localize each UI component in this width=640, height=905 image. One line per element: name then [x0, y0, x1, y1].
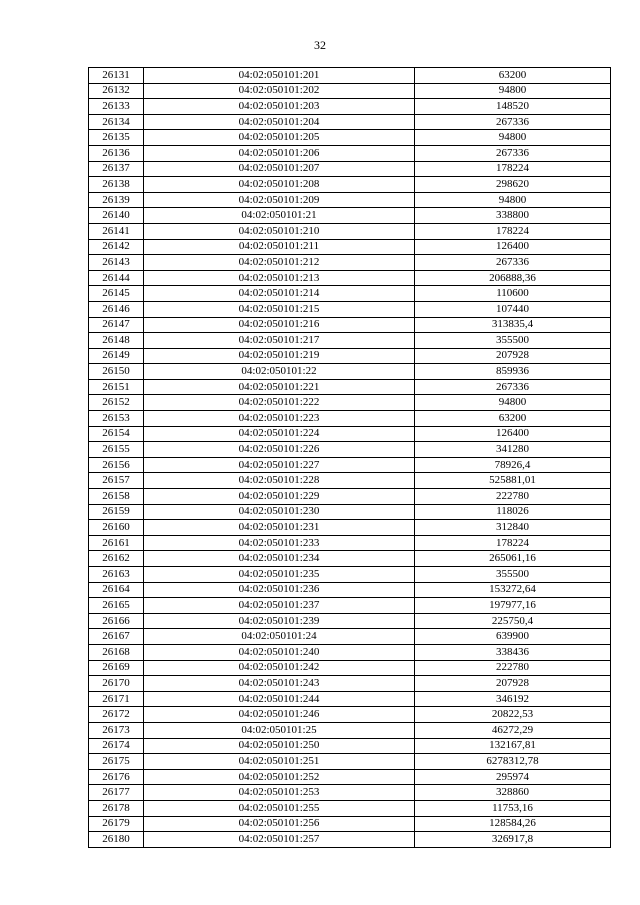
table-row — [89, 754, 611, 770]
cadastral-number-cell: 04:02:050101:213 — [144, 270, 415, 286]
table-row — [89, 832, 611, 848]
row-number-cell: 26150 — [89, 364, 144, 380]
value-cell: 267336 — [415, 379, 611, 395]
cadastral-number-cell: 04:02:050101:216 — [144, 317, 415, 333]
table-row — [89, 270, 611, 286]
row-number-cell: 26176 — [89, 769, 144, 785]
row-number-cell: 26153 — [89, 411, 144, 427]
row-number-cell: 26136 — [89, 145, 144, 161]
row-number-cell: 26141 — [89, 223, 144, 239]
cadastral-number-cell: 04:02:050101:237 — [144, 598, 415, 614]
table-row — [89, 145, 611, 161]
table-row — [89, 535, 611, 551]
table-row — [89, 348, 611, 364]
cadastral-number-cell: 04:02:050101:234 — [144, 551, 415, 567]
cadastral-number-cell: 04:02:050101:228 — [144, 473, 415, 489]
value-cell: 118026 — [415, 504, 611, 520]
table-row — [89, 722, 611, 738]
value-cell: 6278312,78 — [415, 754, 611, 770]
row-number-cell: 26155 — [89, 442, 144, 458]
table-row — [89, 411, 611, 427]
value-cell: 148520 — [415, 99, 611, 115]
value-cell: 132167,81 — [415, 738, 611, 754]
row-number-cell: 26175 — [89, 754, 144, 770]
table-row — [89, 286, 611, 302]
table-row — [89, 504, 611, 520]
cadastral-number-cell: 04:02:050101:230 — [144, 504, 415, 520]
value-cell: 94800 — [415, 130, 611, 146]
value-cell: 312840 — [415, 520, 611, 536]
table-row — [89, 660, 611, 676]
table-row — [89, 364, 611, 380]
table-row — [89, 644, 611, 660]
row-number-cell: 26148 — [89, 333, 144, 349]
cadastral-number-cell: 04:02:050101:219 — [144, 348, 415, 364]
table-row — [89, 426, 611, 442]
cadastral-number-cell: 04:02:050101:24 — [144, 629, 415, 645]
cadastral-number-cell: 04:02:050101:215 — [144, 301, 415, 317]
row-number-cell: 26134 — [89, 114, 144, 130]
value-cell: 63200 — [415, 68, 611, 84]
table-row — [89, 676, 611, 692]
cadastral-number-cell: 04:02:050101:236 — [144, 582, 415, 598]
cadastral-number-cell: 04:02:050101:208 — [144, 177, 415, 193]
table-row — [89, 83, 611, 99]
value-cell: 328860 — [415, 785, 611, 801]
value-cell: 295974 — [415, 769, 611, 785]
value-cell: 126400 — [415, 239, 611, 255]
cadastral-number-cell: 04:02:050101:226 — [144, 442, 415, 458]
cadastral-number-cell: 04:02:050101:235 — [144, 567, 415, 583]
row-number-cell: 26138 — [89, 177, 144, 193]
value-cell: 298620 — [415, 177, 611, 193]
table-row — [89, 785, 611, 801]
row-number-cell: 26163 — [89, 567, 144, 583]
cadastral-number-cell: 04:02:050101:227 — [144, 457, 415, 473]
row-number-cell: 26145 — [89, 286, 144, 302]
value-cell: 267336 — [415, 114, 611, 130]
row-number-cell: 26157 — [89, 473, 144, 489]
table-row — [89, 567, 611, 583]
value-cell: 63200 — [415, 411, 611, 427]
value-cell: 338800 — [415, 208, 611, 224]
cadastral-number-cell: 04:02:050101:229 — [144, 489, 415, 505]
value-cell: 153272,64 — [415, 582, 611, 598]
cadastral-number-cell: 04:02:050101:246 — [144, 707, 415, 723]
table-row — [89, 239, 611, 255]
cadastral-number-cell: 04:02:050101:242 — [144, 660, 415, 676]
row-number-cell: 26178 — [89, 800, 144, 816]
value-cell: 128584,26 — [415, 816, 611, 832]
value-cell: 222780 — [415, 660, 611, 676]
row-number-cell: 26171 — [89, 691, 144, 707]
cadastral-number-cell: 04:02:050101:207 — [144, 161, 415, 177]
row-number-cell: 26180 — [89, 832, 144, 848]
row-number-cell: 26152 — [89, 395, 144, 411]
row-number-cell: 26147 — [89, 317, 144, 333]
cadastral-number-cell: 04:02:050101:251 — [144, 754, 415, 770]
row-number-cell: 26131 — [89, 68, 144, 84]
table-row — [89, 489, 611, 505]
table-row — [89, 582, 611, 598]
value-cell: 20822,53 — [415, 707, 611, 723]
table-row — [89, 598, 611, 614]
row-number-cell: 26169 — [89, 660, 144, 676]
value-cell: 267336 — [415, 255, 611, 271]
table-row — [89, 442, 611, 458]
table-row — [89, 707, 611, 723]
value-cell: 265061,16 — [415, 551, 611, 567]
row-number-cell: 26137 — [89, 161, 144, 177]
page-number: 32 — [314, 38, 326, 52]
row-number-cell: 26168 — [89, 644, 144, 660]
table-row — [89, 177, 611, 193]
cadastral-number-cell: 04:02:050101:21 — [144, 208, 415, 224]
cadastral-number-cell: 04:02:050101:203 — [144, 99, 415, 115]
row-number-cell: 26170 — [89, 676, 144, 692]
table-body — [89, 68, 611, 848]
value-cell: 11753,16 — [415, 800, 611, 816]
table-row — [89, 769, 611, 785]
table-row — [89, 255, 611, 271]
row-number-cell: 26135 — [89, 130, 144, 146]
value-cell: 207928 — [415, 348, 611, 364]
value-cell: 525881,01 — [415, 473, 611, 489]
cadastral-number-cell: 04:02:050101:233 — [144, 535, 415, 551]
value-cell: 267336 — [415, 145, 611, 161]
value-cell: 313835,4 — [415, 317, 611, 333]
row-number-cell: 26133 — [89, 99, 144, 115]
table-row — [89, 223, 611, 239]
value-cell: 110600 — [415, 286, 611, 302]
cadastral-number-cell: 04:02:050101:202 — [144, 83, 415, 99]
value-cell: 346192 — [415, 691, 611, 707]
table-row — [89, 520, 611, 536]
row-number-cell: 26159 — [89, 504, 144, 520]
row-number-cell: 26179 — [89, 816, 144, 832]
table-row — [89, 99, 611, 115]
cadastral-number-cell: 04:02:050101:224 — [144, 426, 415, 442]
table-row — [89, 192, 611, 208]
row-number-cell: 26166 — [89, 613, 144, 629]
table-row — [89, 114, 611, 130]
table-row — [89, 473, 611, 489]
cadastral-number-cell: 04:02:050101:221 — [144, 379, 415, 395]
cadastral-number-cell: 04:02:050101:255 — [144, 800, 415, 816]
value-cell: 355500 — [415, 567, 611, 583]
value-cell: 355500 — [415, 333, 611, 349]
cadastral-number-cell: 04:02:050101:223 — [144, 411, 415, 427]
table-row — [89, 800, 611, 816]
value-cell: 197977,16 — [415, 598, 611, 614]
cadastral-number-cell: 04:02:050101:210 — [144, 223, 415, 239]
cadastral-number-cell: 04:02:050101:205 — [144, 130, 415, 146]
cadastral-number-cell: 04:02:050101:222 — [144, 395, 415, 411]
value-cell: 207928 — [415, 676, 611, 692]
row-number-cell: 26174 — [89, 738, 144, 754]
row-number-cell: 26162 — [89, 551, 144, 567]
table-row — [89, 395, 611, 411]
row-number-cell: 26164 — [89, 582, 144, 598]
row-number-cell: 26165 — [89, 598, 144, 614]
table-row — [89, 317, 611, 333]
table-row — [89, 379, 611, 395]
value-cell: 639900 — [415, 629, 611, 645]
row-number-cell: 26149 — [89, 348, 144, 364]
value-cell: 338436 — [415, 644, 611, 660]
table-row — [89, 130, 611, 146]
value-cell: 94800 — [415, 192, 611, 208]
cadastral-number-cell: 04:02:050101:206 — [144, 145, 415, 161]
table-row — [89, 68, 611, 84]
cadastral-number-cell: 04:02:050101:257 — [144, 832, 415, 848]
row-number-cell: 26132 — [89, 83, 144, 99]
value-cell: 94800 — [415, 395, 611, 411]
table-row — [89, 208, 611, 224]
row-number-cell: 26142 — [89, 239, 144, 255]
row-number-cell: 26167 — [89, 629, 144, 645]
cadastral-number-cell: 04:02:050101:209 — [144, 192, 415, 208]
value-cell: 859936 — [415, 364, 611, 380]
value-cell: 107440 — [415, 301, 611, 317]
value-cell: 178224 — [415, 535, 611, 551]
value-cell: 78926,4 — [415, 457, 611, 473]
row-number-cell: 26172 — [89, 707, 144, 723]
cadastral-number-cell: 04:02:050101:214 — [144, 286, 415, 302]
row-number-cell: 26140 — [89, 208, 144, 224]
cadastral-number-cell: 04:02:050101:253 — [144, 785, 415, 801]
value-cell: 46272,29 — [415, 722, 611, 738]
cadastral-number-cell: 04:02:050101:25 — [144, 722, 415, 738]
cadastral-number-cell: 04:02:050101:231 — [144, 520, 415, 536]
table-row — [89, 551, 611, 567]
value-cell: 206888,36 — [415, 270, 611, 286]
table-row — [89, 738, 611, 754]
row-number-cell: 26143 — [89, 255, 144, 271]
table-row — [89, 629, 611, 645]
cadastral-number-cell: 04:02:050101:211 — [144, 239, 415, 255]
cadastral-number-cell: 04:02:050101:201 — [144, 68, 415, 84]
row-number-cell: 26144 — [89, 270, 144, 286]
row-number-cell: 26173 — [89, 722, 144, 738]
cadastral-number-cell: 04:02:050101:250 — [144, 738, 415, 754]
value-cell: 178224 — [415, 223, 611, 239]
table-row — [89, 816, 611, 832]
row-number-cell: 26158 — [89, 489, 144, 505]
value-cell: 94800 — [415, 83, 611, 99]
cadastral-number-cell: 04:02:050101:240 — [144, 644, 415, 660]
table-row — [89, 161, 611, 177]
table-row — [89, 301, 611, 317]
value-cell: 222780 — [415, 489, 611, 505]
table-row — [89, 457, 611, 473]
row-number-cell: 26161 — [89, 535, 144, 551]
cadastral-number-cell: 04:02:050101:256 — [144, 816, 415, 832]
cadastral-number-cell: 04:02:050101:22 — [144, 364, 415, 380]
cadastral-number-cell: 04:02:050101:252 — [144, 769, 415, 785]
value-cell: 225750,4 — [415, 613, 611, 629]
row-number-cell: 26146 — [89, 301, 144, 317]
value-cell: 341280 — [415, 442, 611, 458]
registry-table — [88, 67, 611, 848]
row-number-cell: 26160 — [89, 520, 144, 536]
row-number-cell: 26151 — [89, 379, 144, 395]
value-cell: 326917,8 — [415, 832, 611, 848]
table-row — [89, 691, 611, 707]
row-number-cell: 26139 — [89, 192, 144, 208]
row-number-cell: 26154 — [89, 426, 144, 442]
value-cell: 126400 — [415, 426, 611, 442]
table-row — [89, 333, 611, 349]
cadastral-number-cell: 04:02:050101:239 — [144, 613, 415, 629]
value-cell: 178224 — [415, 161, 611, 177]
cadastral-number-cell: 04:02:050101:244 — [144, 691, 415, 707]
cadastral-number-cell: 04:02:050101:217 — [144, 333, 415, 349]
table-row — [89, 613, 611, 629]
row-number-cell: 26177 — [89, 785, 144, 801]
row-number-cell: 26156 — [89, 457, 144, 473]
cadastral-number-cell: 04:02:050101:243 — [144, 676, 415, 692]
cadastral-number-cell: 04:02:050101:212 — [144, 255, 415, 271]
cadastral-number-cell: 04:02:050101:204 — [144, 114, 415, 130]
